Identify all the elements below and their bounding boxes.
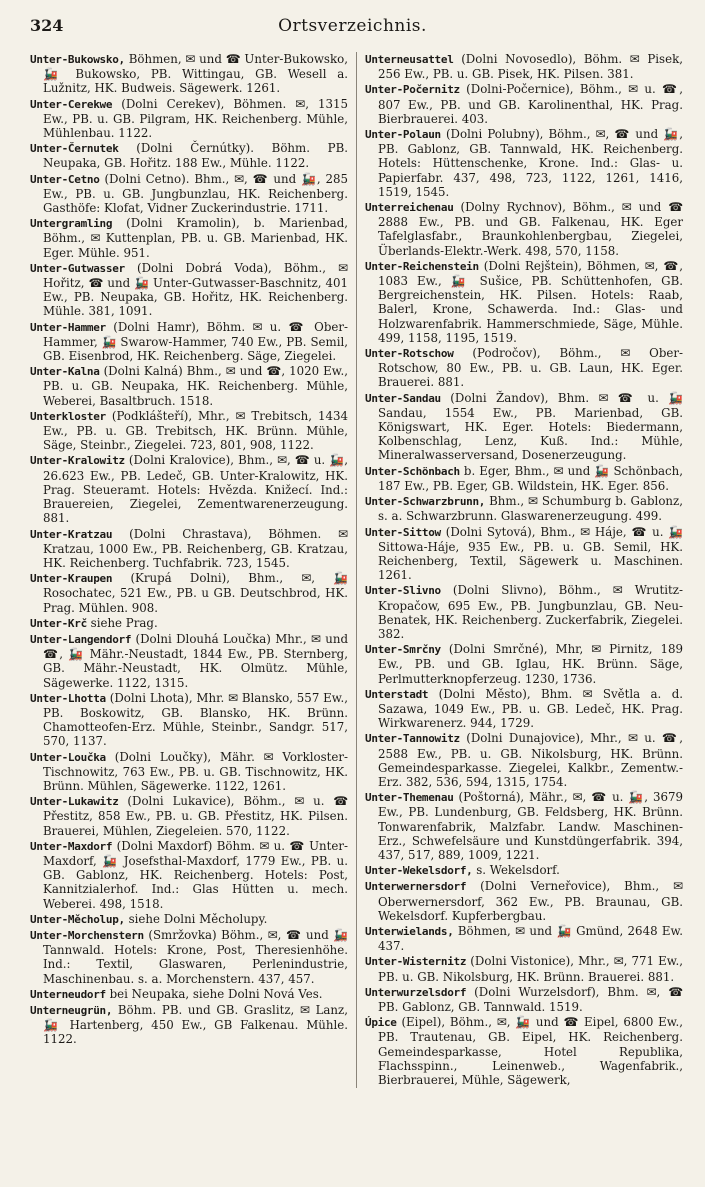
place-name: Unterwielands, xyxy=(365,924,454,938)
entry-text: (Dolni Wurzelsdorf), Bhm. ✉, ☎ PB. Gablonz, GB. Tannwald. 1519. xyxy=(378,984,683,1014)
place-name: Unter-Slivno xyxy=(365,584,441,598)
place-name: Unter-Polaun xyxy=(365,128,441,142)
entry-text: Böhmen, ✉ und 🚂 Gmünd, 2648 Ew. 437. xyxy=(378,923,683,954)
entry-text: (Dolni Cetno). Bhm., ✉, ☎ und 🚂, 285 Ew., PB. u. GB. Jungbunzlau, HK. Reichenberg. Gasthöfe: Klofat, Vidner Zuckerindustrie. 1711. xyxy=(43,171,348,216)
entry-text: (Poštorná), Mähr., ✉, ☎ u. 🚂, 3679 Ew., PB. Lundenburg, GB. Feldsberg, HK. Brünn. Tonwarenfabrik, Malzfabr. Landw. Maschinen-Erz., Schwefelsäure und Kunstdüngerfabrik. 394, 437, 517, 889, 1009, 1221. xyxy=(378,790,683,862)
place-name: Unter-Schönbach xyxy=(365,464,460,478)
gazetteer-entry xyxy=(30,320,348,364)
place-name: Unter-Bukowsko, xyxy=(30,53,125,66)
gazetteer-entry xyxy=(30,216,348,260)
place-name: Unter-Hammer xyxy=(30,320,106,334)
place-name: Unter-Černutek xyxy=(30,142,119,156)
entry-text: (Podklášteří), Mhr., ✉ Trebitsch, 1434 Ew., PB. u. GB. Trebitsch, HK. Brünn. Mühle, Säge, Steinbr., Ziegelei. 723, 801, 908, 1122. xyxy=(43,408,348,453)
entry-text: (Dolni Cerekev), Böhmen. ✉, 1315 Ew., PB. u. GB. Pilgram, HK. Reichenberg. Mühle, Mühlenbau. 1122. xyxy=(43,96,348,141)
entry-text: Böhm. PB. und GB. Graslitz, ✉ Lanz, 🚂 Hartenberg, 450 Ew., GB Falkenau. Mühle. 1122. xyxy=(43,1003,348,1047)
place-name: Unter-Smrčny xyxy=(365,643,441,657)
entry-text: (Dolni Smrčné), Mhr, ✉ Pirnitz, 189 Ew., PB. und GB. Iglau, HK. Brünn. Säge, Perlmutterknopferzeug. 1230, 1736. xyxy=(378,642,683,686)
entry-text: (Dolni Lukavice), Böhm., ✉ u. ☎ Přestitz, 858 Ew., PB. u. GB. Přestitz, HK. Pilsen. Brauerei, Mühlen, Ziegeleien. 570, 1122. xyxy=(43,794,348,838)
entry-text: (Dolni Kralovice), Bhm., ✉, ☎ u. 🚂, 26.623 Ew., PB. Ledeč, GB. Unter-Kralowitz, HK. Prag. Steueramt. Hotels: Hvězda. Knižecí. Ind.: Brauereien, Ziegelei, Zementwarenerzeugung. 881. xyxy=(43,453,348,526)
place-name: Unterwurzelsdorf xyxy=(365,985,467,999)
entry-text: (Dolni Hamr), Böhm. ✉ u. ☎ Ober-Hammer, 🚂 Swarow-Hammer, 740 Ew., PB. Semil, GB. Eisenbrod, HK. Reichenberg. Säge, Ziegelei. xyxy=(43,319,348,364)
place-name: Unter-Krč xyxy=(30,616,87,630)
entry-text: (Dolni Kalná) Bhm., ✉ und ☎, 1020 Ew., PB. u. GB. Neupaka, HK. Reichenberg. Mühle, Weberei, Basaltbruch. 1518. xyxy=(43,364,348,408)
gazetteer-entry xyxy=(30,691,348,749)
entry-text: (Dolni Sytová), Bhm., ✉ Háje, ☎ u. 🚂 Sittowa-Háje, 935 Ew., PB. u. GB. Semil, HK. Reichenberg, Textil, Sägewerk u. Maschinen. 1261. xyxy=(378,524,683,583)
gazetteer-entry xyxy=(30,141,348,170)
entry-text: (Dolny Rychnov), Böhm., ✉ und ☎ 2888 Ew., PB. und GB. Falkenau, HK. Eger Tafelglasfabr., Braunkohlenbergbau, Ziegelei, Überlands-Elektr.-Werk. 498, 570, 1158. xyxy=(378,200,683,258)
gazetteer-entry xyxy=(365,494,683,523)
entry-text: (Smržovka) Böhm., ✉, ☎ und 🚂 Tannwald. Hotels: Krone, Post, Theresienhöhe. Ind.: Textil, Glaswaren, Perlenindustrie, Maschinenbau. s. a. Morchenstern. 437, 457. xyxy=(43,927,348,986)
place-name: Unter-Počernitz xyxy=(365,83,460,97)
place-name: Unter-Cetno xyxy=(30,172,100,186)
place-name: Unter-Lhotta xyxy=(30,691,106,705)
place-name: Unterkloster xyxy=(30,409,106,423)
place-name: Unterneusattel xyxy=(365,53,454,66)
gazetteer-entry xyxy=(30,928,348,986)
place-name: Unterstadt xyxy=(365,687,429,701)
place-name: Unterneudorf xyxy=(30,987,106,1001)
left-column xyxy=(30,52,348,1088)
place-name: Unter-Cerekwe xyxy=(30,97,113,111)
entry-text: (Dolni Polubny), Böhm., ✉, ☎ und 🚂, PB. Gablonz, GB. Tannwald, HK. Reichenberg. Hotels: Hüttenschenke, Krone. Ind.: Glas- u. Papierfabr. 437, 498, 723, 1122, 1261, 1416, 1519, 1545. xyxy=(378,127,683,199)
place-name: Untergramling xyxy=(30,217,113,231)
place-name: Unter-Themenau xyxy=(365,791,454,805)
place-name: Unter-Rotschow xyxy=(365,347,454,361)
gazetteer-entry xyxy=(30,839,348,911)
gazetteer-entry xyxy=(30,409,348,453)
entry-text: (Dolni Loučky), Mähr. ✉ Vorkloster-Tischnowitz, 763 Ew., PB. u. GB. Tischnowitz, HK. Brünn. Mühlen, Sägewerke. 1122, 1261. xyxy=(43,749,348,793)
page-number: 324 xyxy=(30,16,64,35)
gazetteer-entry xyxy=(30,52,348,96)
entry-text: (Dolni Chrastava), Böhmen. ✉ Kratzau, 1000 Ew., PB. Reichenberg, GB. Kratzau, HK. Reichenberg. Tuchfabrik. 723, 1545. xyxy=(43,526,348,570)
entry-text: (Dolni Vistonice), Mhr., ✉, 771 Ew., PB. u. GB. Nikolsburg, HK. Brünn. Brauerei. 881. xyxy=(378,954,683,984)
place-name: Unter-Wisternitz xyxy=(365,955,467,969)
gazetteer-entry xyxy=(365,127,683,199)
entry-text: (Dolni Kramolin), b. Marienbad, Böhm., ✉ Kuttenplan, PB. u. GB. Marienbad, HK. Eger. Mühle. 951. xyxy=(43,216,348,260)
gazetteer-entry xyxy=(30,1003,348,1047)
entry-text: (Dolni Město), Bhm. ✉ Světla a. d. Sazawa, 1049 Ew., PB. u. GB. Ledeč, HK. Prag. Wirkwarenerz. 944, 1729. xyxy=(378,686,683,731)
gazetteer-entry xyxy=(365,259,683,345)
entry-text: (Dolni Verneřovice), Bhm., ✉ Oberwernersdorf, 362 Ew., PB. Braunau, GB. Wekelsdorf. Kupferbergbau. xyxy=(378,879,683,923)
gazetteer-entry xyxy=(365,525,683,583)
gazetteer-entry xyxy=(30,750,348,794)
place-name: Unter-Morchenstern xyxy=(30,928,144,942)
place-name: Unter-Kralowitz xyxy=(30,454,125,468)
place-name: Úpice xyxy=(365,1016,397,1030)
gazetteer-entry xyxy=(365,82,683,126)
gazetteer-entry xyxy=(30,571,348,615)
place-name: Unter-Loučka xyxy=(30,750,106,764)
entry-text: (Dolni-Počernice), Böhm., ✉ u. ☎, 807 Ew., PB. und GB. Karolinenthal, HK. Prag. Bierbrauerei. 403. xyxy=(378,82,683,126)
place-name: Unterwernersdorf xyxy=(365,880,467,894)
entry-text: (Področov), Böhm., ✉ Ober-Rotschow, 80 Ew., PB. u. GB. Laun, HK. Eger. Brauerei. 881. xyxy=(378,346,683,390)
gazetteer-entry xyxy=(365,985,683,1014)
entry-text: (Krupá Dolni), Bhm., ✉, 🚂 Rosochatec, 521 Ew., PB. u GB. Deutschbrod, HK. Prag. Mühlen. 908. xyxy=(43,571,348,615)
gazetteer-entry xyxy=(30,912,348,927)
gazetteer-entry xyxy=(365,200,683,258)
gazetteer-entry xyxy=(30,527,348,571)
place-name: Unter-Langendorf xyxy=(30,632,132,646)
gazetteer-entry xyxy=(365,346,683,390)
place-name: Unter-Kraupen xyxy=(30,572,113,586)
gazetteer-entry xyxy=(30,261,348,319)
entry-text: (Dolni Žandov), Bhm. ✉ ☎ u. 🚂 Sandau, 1554 Ew., PB. Marienbad, GB. Königswart, HK. Eger. Hotels: Biedermann, Kolbenschlag, Lenz, Kuß. Ind.: Mühle, Mineralwasserversand, Dosenerzeugung. xyxy=(378,390,683,463)
gazetteer-entry xyxy=(365,642,683,686)
place-name: Unter-Kalna xyxy=(30,365,100,379)
gazetteer-entry xyxy=(365,731,683,789)
entry-text: (Dolni Rejštein), Böhmen, ✉, ☎, 1083 Ew., 🚂 Sušice, PB. Schüttenhofen, GB. Bergreichenstein, HK. Pilsen. Hotels: Raab, Balerl, Krone, Schawerda. Ind.: Glas- und Holzwarenfabrik. Hammerschmiede, Säge, Mühle. 499, 1158, 1195, 1519. xyxy=(378,258,683,345)
place-name: Unter-Maxdorf xyxy=(30,839,113,853)
place-name: Unter-Sittow xyxy=(365,525,441,539)
entry-text: (Dolni Lhota), Mhr. ✉ Blansko, 557 Ew., PB. Boskowitz, GB. Blansko, HK. Brünn. Chamotteofen-Erz. Mühle, Steinbr., Sandgr. 517, 570, 1137. xyxy=(43,690,348,749)
entry-text: siehe Dolni Měcholupy. xyxy=(124,911,268,926)
gazetteer-entry xyxy=(365,583,683,641)
place-name: Unter-Sandau xyxy=(365,391,441,405)
gazetteer-entry xyxy=(30,364,348,408)
gazetteer-entry xyxy=(30,987,348,1002)
entry-text: (Dolni Dlouhá Loučka) Mhr., ✉ und ☎, 🚂 Mähr.-Neustadt, 1844 Ew., PB. Sternberg, GB. Mähr.-Neustadt, HK. Olmütz. Mühle, Sägewerke. 1122, 1315. xyxy=(43,631,348,690)
entry-text: b. Eger, Bhm., ✉ und 🚂 Schönbach, 187 Ew., PB. Eger, GB. Wildstein, HK. Eger. 856. xyxy=(378,463,683,493)
gazetteer-entry xyxy=(365,391,683,463)
page-title: Ortsverzeichnis. xyxy=(278,16,427,36)
gazetteer-entry xyxy=(30,632,348,690)
place-name: Unter-Schwarzbrunn, xyxy=(365,495,486,509)
entry-text: (Dolni Dunajovice), Mhr., ✉ u. ☎, 2588 Ew., PB. u. GB. Nikolsburg, HK. Brünn. Gemeindesparkasse. Ziegelei, Kalkbr., Zementw.-Erz. 382, 536, 594, 1315, 1754. xyxy=(378,731,683,789)
place-name: Unter-Měcholup, xyxy=(30,912,125,926)
gazetteer-entry xyxy=(365,52,683,81)
gazetteer-entry xyxy=(365,879,683,923)
gazetteer-entry xyxy=(365,863,683,878)
gazetteer-entry xyxy=(365,1015,683,1087)
gazetteer-entry xyxy=(365,687,683,731)
place-name: Unterneugrün, xyxy=(30,1004,113,1017)
entry-text: (Dolni Maxdorf) Böhm. ✉ u. ☎ Unter-Maxdorf, 🚂 Josefsthal-Maxdorf, 1779 Ew., PB. u. GB. Gablonz, HK. Reichenberg. Hotels: Post, Kannitzialerhof. Ind.: Glas Hütten u. mech. Weberei. 498, 1518. xyxy=(43,838,348,911)
entry-text: (Dolni Dobrá Voda), Böhm., ✉ Hořitz, ☎ und 🚂 Unter-Gutwasser-Baschnitz, 401 Ew., PB. Neupaka, GB. Hořitz, HK. Reichenberg. Mühle. 381, 1091. xyxy=(43,260,348,319)
entry-text: Bhm., ✉ Schumburg b. Gablonz, s. a. Schwarzbrunn. Glaswarenerzeugung. 499. xyxy=(378,494,683,524)
place-name: Unter-Reichenstein xyxy=(365,259,479,273)
entry-text: bei Neupaka, siehe Dolni Nová Ves. xyxy=(105,986,323,1001)
place-name: Unter-Wekelsdorf, xyxy=(365,864,473,878)
gazetteer-entry xyxy=(365,790,683,862)
two-column-body xyxy=(30,52,683,1088)
entry-text: (Dolni Novosedlo), Böhm. ✉ Pisek, 256 Ew., PB. u. GB. Pisek, HK. Pilsen. 381. xyxy=(378,52,683,82)
gazetteer-entry xyxy=(365,924,683,953)
place-name: Unterreichenau xyxy=(365,201,454,215)
place-name: Unter-Gutwasser xyxy=(30,261,125,275)
page-header xyxy=(30,16,675,42)
place-name: Unter-Lukawitz xyxy=(30,795,119,809)
gazetteer-entry xyxy=(365,954,683,983)
entry-text: (Eipel), Böhm., ✉, 🚂 und ☎ Eipel, 6800 Ew., PB. Trautenau, GB. Eipel, HK. Reichenberg. Gemeindesparkasse, Hotel Republika, Flachsspinn., Leinenweb., Wagenfabrik., Bierbrauerei, Mühle, Sägewerk, xyxy=(378,1015,683,1088)
gazetteer-entry xyxy=(30,172,348,216)
entry-text: Böhmen, ✉ und ☎ Unter-Bukowsko, 🚂 Bukowsko, PB. Wittingau, GB. Wesell a. Lužnitz, HK. Budweis. Sägewerk. 1261. xyxy=(43,52,348,96)
gazetteer-entry xyxy=(365,464,683,493)
place-name: Unter-Tannowitz xyxy=(365,732,460,746)
entry-text: siehe Prag. xyxy=(86,615,158,630)
gazetteer-entry xyxy=(30,453,348,525)
entry-text: (Dolni Slivno), Böhm., ✉ Wrutitz-Kropačow, 695 Ew., PB. Jungbunzlau, GB. Neu-Benatek, HK. Reichenberg. Zuckerfabrik, Ziegelei. 382. xyxy=(378,583,683,641)
entry-text: (Dolni Černútky). Böhm. PB. Neupaka, GB. Hořitz. 188 Ew., Mühle. 1122. xyxy=(43,141,348,171)
column-divider xyxy=(356,52,357,1088)
gazetteer-entry xyxy=(30,97,348,141)
place-name: Unter-Kratzau xyxy=(30,527,113,541)
entry-text: s. Wekelsdorf. xyxy=(472,863,560,878)
right-column xyxy=(365,52,683,1088)
gazetteer-entry xyxy=(30,616,348,631)
gazetteer-entry xyxy=(30,794,348,838)
